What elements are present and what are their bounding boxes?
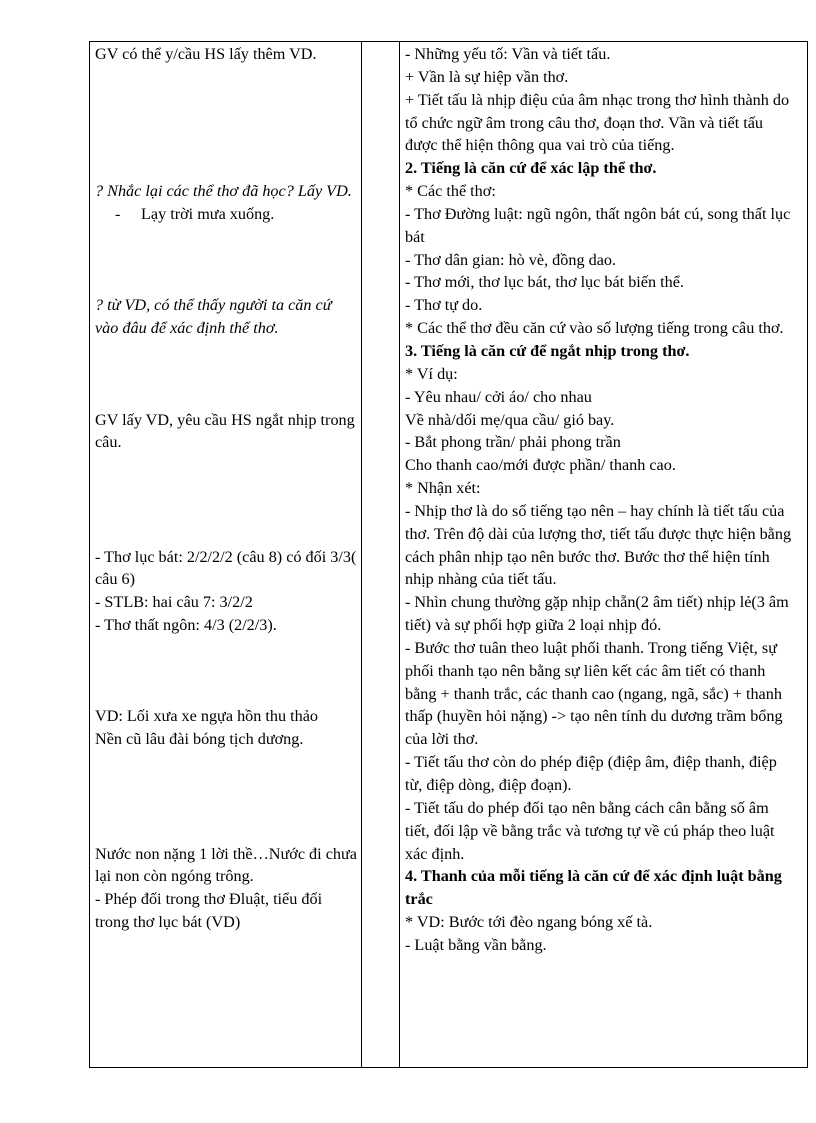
text-line: GV lấy VD, yêu cầu HS ngắt nhịp trong câu. (95, 410, 355, 452)
text-line: - Thơ Đường luật: ngũ ngôn, thất ngôn bát cú, song thất lục bát (405, 204, 791, 246)
text-line: - Thơ lục bát: 2/2/2/2 (câu 8) có đối 3/3( câu 6) (95, 547, 357, 589)
text-line: - Bước thơ tuân theo luật phối thanh. Trong tiếng Việt, sự phối thanh tạo nên bằng sự liên kết các âm tiết có thanh bằng + thanh trắc, các thanh cao (ngang, ngã, sắc) + thanh thấp (huyền hỏi nặng) -> tạo nên tính du dương trầm bổng của lời thơ. (405, 638, 783, 749)
text-line: - Tiết tấu do phép đối tạo nên bằng cách cân bằng số âm tiết, đối lập về bằng trắc và tương tự về cú pháp theo luật xác định. (405, 798, 775, 863)
text-line: - Yêu nhau/ cởi áo/ cho nhau (405, 387, 592, 406)
section-heading: 3. Tiếng là căn cứ để ngắt nhịp trong thơ. (405, 341, 690, 360)
text-line: Nền cũ lâu đài bóng tịch dương. (95, 730, 304, 749)
text-line: - Thơ tự do. (405, 296, 483, 315)
text-line: * Các thể thơ đều căn cứ vào số lượng tiếng trong câu thơ. (405, 319, 784, 338)
text-line: + Vần là sự hiệp vần thơ. (405, 67, 569, 86)
section-heading: 2. Tiếng là căn cứ để xác lập thể thơ. (405, 159, 657, 178)
text-line: - Những yếu tố: Vần và tiết tấu. (405, 45, 611, 63)
text-line: * Các thể thơ: (405, 182, 496, 201)
text-line: - Nhìn chung thường gặp nhịp chẵn(2 âm tiết) nhịp lẻ(3 âm tiết) và sự phối hợp giữa 2 loại nhịp đó. (405, 593, 789, 635)
text-line: VD: Lối xưa xe ngựa hồn thu thảo (95, 707, 318, 726)
text-line: - Bắt phong trần/ phải phong trần (405, 433, 621, 452)
content-column (405, 43, 795, 957)
text-line: Về nhà/dối mẹ/qua cầu/ gió bay. (405, 410, 615, 429)
text-line: - Luật bằng vần bằng. (405, 935, 547, 954)
text-line: - Thơ dân gian: hò vè, đồng dao. (405, 250, 617, 269)
question-text: ? từ VD, có thể thấy người ta căn cứ vào đâu để xác định thể thơ. (95, 296, 332, 338)
text-line: + Tiết tấu là nhịp điệu của âm nhạc trong thơ hình thành do tổ chức ngữ âm trong câu thơ, đoạn thơ. Vần và tiết tấu được thể hiện thông qua vai trò của tiếng. (405, 90, 790, 155)
column-divider-1 (361, 41, 362, 1068)
section-heading: 4. Thanh của mỗi tiếng là căn cứ để xác định luật bằng trắc (405, 867, 782, 909)
text-line: - Phép đối trong thơ Đluật, tiểu đối trong thơ lục bát (VD) (95, 890, 323, 932)
column-divider-2 (399, 41, 400, 1068)
text-line: - STLB: hai câu 7: 3/2/2 (95, 593, 253, 612)
question-text: ? Nhắc lại các thể thơ đã học? Lấy VD. (95, 182, 352, 201)
text-line: * Ví dụ: (405, 364, 458, 383)
text-line: - Nhịp thơ là do số tiếng tạo nên – hay chính là tiết tấu của thơ. Trên độ dài của lượng thơ, tiết tấu được thực hiện bằng cách phân nhịp tạo nên bước thơ. Bước thơ thể hiện tính nhịp nhàng của tiết tấu. (405, 501, 792, 589)
text-line: * Nhận xét: (405, 479, 481, 498)
text-line: - Thơ mới, thơ lục bát, thơ lục bát biến thể. (405, 273, 684, 292)
example-item: - Lạy trời mưa xuống. (115, 204, 275, 223)
text-line: - Thơ thất ngôn: 4/3 (2/2/3). (95, 616, 277, 635)
text-line: GV có thể y/cầu HS lấy thêm VD. (95, 45, 317, 63)
teacher-activity-column (95, 43, 357, 934)
text-line: Nước non nặng 1 lời thề…Nước đi chưa lại non còn ngóng trông. (95, 844, 357, 886)
text-line: * VD: Bước tới đèo ngang bóng xế tà. (405, 913, 653, 932)
text-line: - Tiết tấu thơ còn do phép điệp (điệp âm, điệp thanh, điệp từ, điệp dòng, điệp đoạn). (405, 753, 777, 794)
text-line: Cho thanh cao/mới được phần/ thanh cao. (405, 456, 676, 475)
